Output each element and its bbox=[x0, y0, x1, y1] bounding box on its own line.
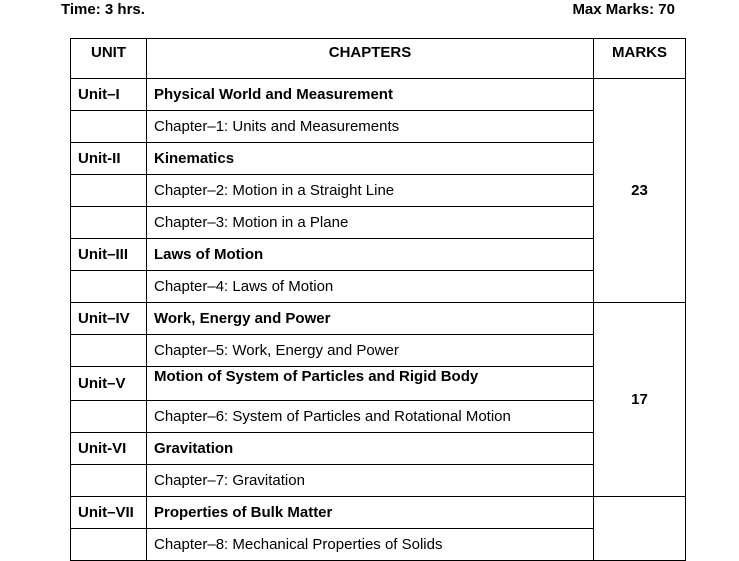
table-row bbox=[71, 433, 686, 465]
table-row bbox=[71, 207, 686, 239]
column-header-marks: MARKS bbox=[594, 39, 686, 79]
unit-label bbox=[71, 175, 147, 207]
unit-label bbox=[71, 335, 147, 367]
table-row bbox=[71, 239, 686, 271]
unit-title: Properties of Bulk Matter bbox=[147, 497, 594, 529]
unit-label: Unit–III bbox=[71, 239, 147, 271]
unit-label: Unit-VI bbox=[71, 433, 147, 465]
unit-title: Gravitation bbox=[147, 433, 594, 465]
table-row bbox=[71, 271, 686, 303]
table-row bbox=[71, 335, 686, 367]
marks-value: 17 bbox=[594, 303, 686, 497]
table-row bbox=[71, 175, 686, 207]
unit-label: Unit–VII bbox=[71, 497, 147, 529]
syllabus-table bbox=[70, 38, 686, 561]
table-row bbox=[71, 111, 686, 143]
max-marks-label: Max Marks: 70 bbox=[572, 1, 675, 18]
time-label: Time: 3 hrs. bbox=[61, 1, 145, 18]
unit-label bbox=[71, 465, 147, 497]
chapter-title: Chapter–2: Motion in a Straight Line bbox=[147, 175, 594, 207]
marks-value: 23 bbox=[594, 79, 686, 303]
table-row bbox=[71, 143, 686, 175]
chapter-title: Chapter–5: Work, Energy and Power bbox=[147, 335, 594, 367]
marks-value bbox=[594, 497, 686, 561]
unit-title: Motion of System of Particles and Rigid Body bbox=[147, 367, 594, 401]
chapter-title: Chapter–1: Units and Measurements bbox=[147, 111, 594, 143]
chapter-title: Chapter–4: Laws of Motion bbox=[147, 271, 594, 303]
table-row bbox=[71, 303, 686, 335]
table-row bbox=[71, 529, 686, 561]
chapter-title: Chapter–3: Motion in a Plane bbox=[147, 207, 594, 239]
unit-title: Work, Energy and Power bbox=[147, 303, 594, 335]
unit-label bbox=[71, 271, 147, 303]
unit-label bbox=[71, 529, 147, 561]
chapter-title: Chapter–8: Mechanical Properties of Solids bbox=[147, 529, 594, 561]
unit-label: Unit–I bbox=[71, 79, 147, 111]
unit-title: Kinematics bbox=[147, 143, 594, 175]
table-row bbox=[71, 497, 686, 529]
column-header-chapters: CHAPTERS bbox=[147, 39, 594, 79]
unit-label: Unit-II bbox=[71, 143, 147, 175]
unit-label: Unit–V bbox=[71, 367, 147, 401]
unit-label bbox=[71, 207, 147, 239]
unit-label bbox=[71, 401, 147, 433]
table-row bbox=[71, 401, 686, 433]
unit-label: Unit–IV bbox=[71, 303, 147, 335]
table-header-row bbox=[71, 39, 686, 79]
table-row bbox=[71, 367, 686, 401]
table-row bbox=[71, 79, 686, 111]
chapter-title: Chapter–7: Gravitation bbox=[147, 465, 594, 497]
table-row bbox=[71, 465, 686, 497]
unit-title: Physical World and Measurement bbox=[147, 79, 594, 111]
unit-label bbox=[71, 111, 147, 143]
column-header-unit: UNIT bbox=[71, 39, 147, 79]
chapter-title: Chapter–6: System of Particles and Rotational Motion bbox=[147, 401, 594, 433]
unit-title: Laws of Motion bbox=[147, 239, 594, 271]
